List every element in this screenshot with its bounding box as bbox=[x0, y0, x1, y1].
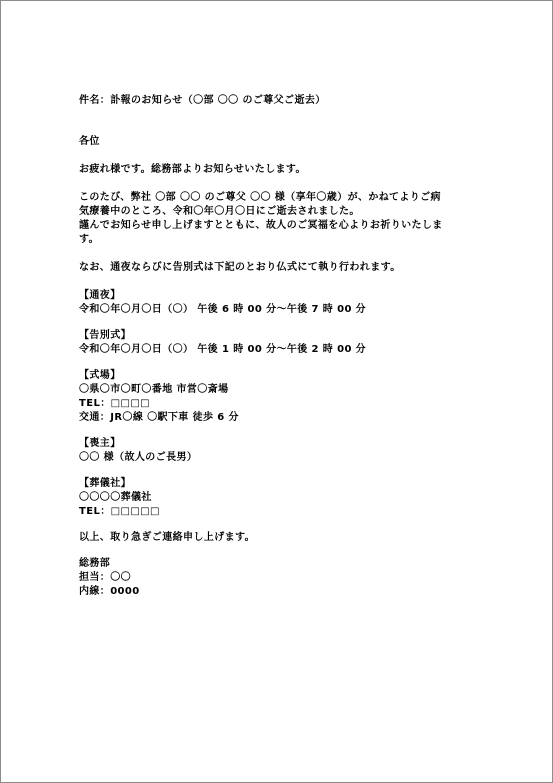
announcement-paragraph bbox=[79, 191, 484, 247]
venue-address: 〇県〇市〇町〇番地 市営〇斎場 bbox=[79, 384, 229, 395]
funeral-section bbox=[79, 329, 484, 357]
wake-section bbox=[79, 289, 484, 317]
venue-tel: TEL：□□□□ bbox=[79, 398, 151, 409]
closing-line: 以上、取り急ぎご連絡申し上げます。 bbox=[79, 532, 255, 543]
funeral-datetime: 令和〇年〇月〇日（〇） 午後 1 時 00 分～午後 2 時 00 分 bbox=[79, 344, 367, 355]
notice-body bbox=[79, 94, 484, 599]
chief-mourner-section bbox=[79, 437, 484, 465]
sender-block bbox=[79, 557, 484, 599]
funeral-heading: 【告別式】 bbox=[79, 330, 131, 341]
announcement-line: このたび、弊社 〇部 〇〇 のご尊父 〇〇 様（享年〇歳）が、かねてよりご病 bbox=[79, 192, 441, 203]
funeral-home-name: 〇〇〇〇葬儀社 bbox=[79, 492, 152, 503]
venue-access: 交通：JR〇線 〇駅下車 徒歩 6 分 bbox=[79, 412, 239, 423]
funeral-home-heading: 【葬儀社】 bbox=[79, 478, 131, 489]
venue-section bbox=[79, 369, 484, 425]
wake-heading: 【通夜】 bbox=[79, 290, 121, 301]
subject-line: 件名：訃報のお知らせ（〇部 〇〇 のご尊父ご逝去） bbox=[79, 95, 326, 106]
funeral-home-section bbox=[79, 477, 484, 519]
wake-datetime: 令和〇年〇月〇日（〇） 午後 6 時 00 分～午後 7 時 00 分 bbox=[79, 304, 367, 315]
addressee: 各位 bbox=[79, 136, 100, 147]
ceremony-note: なお、通夜ならびに告別式は下記のとおり仏式にて執り行われます。 bbox=[79, 262, 401, 273]
greeting: お疲れ様です。総務部よりお知らせいたします。 bbox=[79, 164, 306, 175]
funeral-home-tel: TEL：□□□□□ bbox=[79, 506, 160, 517]
sender-extension: 内線：0000 bbox=[79, 586, 140, 597]
chief-mourner-name: 〇〇 様（故人のご長男） bbox=[79, 452, 198, 463]
sender-department: 総務部 bbox=[79, 558, 111, 569]
venue-heading: 【式場】 bbox=[79, 370, 121, 381]
chief-mourner-heading: 【喪主】 bbox=[79, 438, 121, 449]
announcement-line: す。 bbox=[79, 234, 99, 245]
announcement-line: 気療養中のところ、令和〇年〇月〇日にご逝去されました。 bbox=[79, 206, 360, 217]
announcement-line: 謹んでお知らせ申し上げますとともに、故人のご冥福を心よりお祈りいたしま bbox=[79, 220, 443, 231]
sender-contact: 担当：〇〇 bbox=[79, 572, 131, 583]
